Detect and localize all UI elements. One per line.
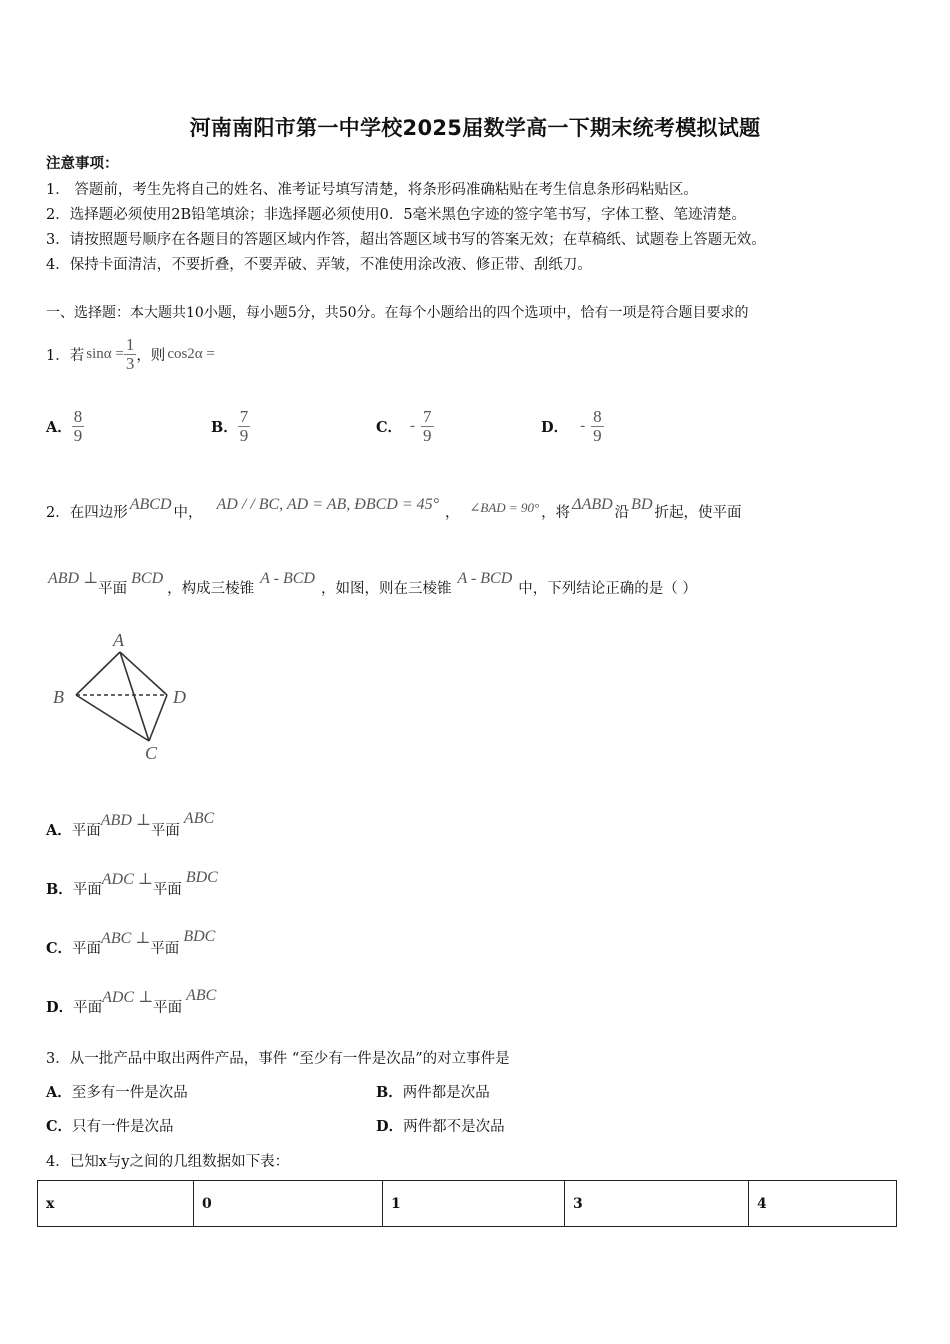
table-cell-4: 4 xyxy=(749,1181,897,1227)
q3-option-b[interactable] xyxy=(376,1081,490,1102)
edge-ab xyxy=(76,652,120,695)
notice-item-3: 3．请按照题号顺序在各题目的答题区域内作答，超出答题区域书写的答案无效；在草稿纸、试题卷上答题无效。 xyxy=(46,232,766,248)
q3-option-c[interactable] xyxy=(46,1115,174,1136)
q1-then: ，则 xyxy=(136,347,166,364)
q2-option-d-math-1: ADC ⊥ xyxy=(102,989,154,1006)
q2-option-c-math-1: ABC ⊥ xyxy=(101,930,151,947)
question-2-line-2 xyxy=(48,568,697,598)
q1-option-b-den: 9 xyxy=(239,425,249,445)
q3-option-a[interactable] xyxy=(46,1081,188,1102)
q2-option-c[interactable] xyxy=(46,928,215,958)
q2-text-e: 沿 xyxy=(614,505,630,521)
q3-option-c-label: C． xyxy=(46,1118,73,1135)
q1-number: 1．若 xyxy=(46,347,85,364)
q2-option-a[interactable] xyxy=(46,810,214,840)
tetrahedron-figure xyxy=(46,626,206,766)
q1-option-b-label: B． xyxy=(211,418,238,436)
q2-math-a-bcd-1: A - BCD xyxy=(260,570,315,587)
question-2-line-1 xyxy=(46,494,742,522)
q1-option-a-label: A． xyxy=(46,418,72,436)
q2-math-triangle: ΔABD xyxy=(572,496,613,513)
q2-option-c-math-2: BDC xyxy=(183,928,216,945)
q2-math-angle: ∠BAD = 90° xyxy=(469,500,540,515)
q2-text-pyramid: ，构成三棱锥 xyxy=(167,581,255,597)
notice-item-2: 2．选择题必须使用2B铅笔填涂；非选择题必须使用0．5毫米黑色字迹的签字笔书写，字体工整、笔迹清楚。 xyxy=(46,207,747,223)
q2-math-abcd: ABCD xyxy=(129,496,172,513)
q2-text-question: 中，下列结论正确的是（ ） xyxy=(518,581,697,597)
q2-text-a: 2．在四边形 xyxy=(46,505,128,521)
q1-option-b-frac xyxy=(238,408,251,445)
q2-math-a-bcd-2: A - BCD xyxy=(457,570,513,587)
q2-option-d-plane-2: 平面 xyxy=(153,1000,183,1016)
notice-item-1: 1． 答题前，考生先将自己的姓名、准考证号填写清楚，将条形码准确粘贴在考生信息条形码粘贴区。 xyxy=(46,182,698,198)
q3-option-b-text: 两件都是次品 xyxy=(402,1085,490,1101)
q2-math-conditions: AD / / BC, AD = AB, ÐBCD = 45° xyxy=(216,496,440,513)
q1-option-a-frac xyxy=(72,408,85,445)
q1-option-d-den: 9 xyxy=(593,425,602,445)
q1-option-d[interactable] xyxy=(541,408,604,445)
q1-frac-num: 1 xyxy=(125,335,135,354)
q3-option-b-label: B． xyxy=(376,1084,403,1101)
q2-math-bcd: BCD xyxy=(131,570,164,587)
q1-option-c-label: C． xyxy=(376,418,403,436)
table-cell-x: x xyxy=(38,1181,194,1227)
q2-option-a-plane-1: 平面 xyxy=(71,823,101,839)
q2-option-d[interactable] xyxy=(46,987,216,1017)
q1-option-c[interactable] xyxy=(376,408,434,445)
q1-option-a-num: 8 xyxy=(73,407,83,426)
q1-option-c-den: 9 xyxy=(423,425,432,445)
vertex-label-a: A xyxy=(113,630,124,650)
edge-dc xyxy=(149,695,167,741)
table-row xyxy=(38,1181,897,1227)
q2-option-b-math-1: ADC ⊥ xyxy=(101,871,153,888)
q3-option-d-label: D． xyxy=(376,1118,404,1135)
question-4-stem: 4．已知x与y之间的几组数据如下表： xyxy=(46,1154,290,1170)
page-title: 河南南阳市第一中学校2025届数学高一下期末统考模拟试题 xyxy=(189,116,761,140)
table-cell-1: 1 xyxy=(383,1181,565,1227)
q1-option-b[interactable] xyxy=(211,408,250,445)
q2-text-b: 中， xyxy=(173,505,203,521)
q2-math-bd: BD xyxy=(631,496,653,513)
q1-option-d-frac xyxy=(591,408,604,445)
notice-heading: 注意事项： xyxy=(46,155,119,172)
q2-text-c: ， xyxy=(445,505,460,521)
q2-option-a-label: A． xyxy=(46,822,72,839)
q1-option-a-den: 9 xyxy=(73,425,83,445)
q2-text-figure: ，如图，则在三棱锥 xyxy=(320,581,452,597)
vertex-label-b: B xyxy=(53,687,64,707)
section-heading: 一、选择题：本大题共10小题，每小题5分，共50分。在每个小题给出的四个选项中，恰有一项是符合题目要求的 xyxy=(46,305,749,321)
q1-option-c-frac xyxy=(421,408,434,445)
q1-option-d-num: 8 xyxy=(593,407,602,426)
question-1-stem xyxy=(46,336,215,373)
q3-option-d-text: 两件都不是次品 xyxy=(403,1119,505,1135)
q2-option-c-label: C． xyxy=(46,940,73,957)
edge-bc xyxy=(76,695,149,741)
q3-option-a-text: 至多有一件是次品 xyxy=(71,1085,188,1101)
notice-item-4: 4．保持卡面清洁，不要折叠，不要弄破、弄皱，不准使用涂改液、修正带、刮纸刀。 xyxy=(46,257,592,273)
q2-text-f: 折起，使平面 xyxy=(654,505,742,521)
q1-option-d-sign: - xyxy=(580,417,586,434)
q2-text-plane: 平面 xyxy=(98,581,128,597)
q2-option-b[interactable] xyxy=(46,869,218,899)
q1-sin-expr: sinα = xyxy=(86,345,124,362)
q2-option-a-math-2: ABC xyxy=(183,810,215,827)
data-table xyxy=(37,1180,897,1227)
q2-option-d-math-2: ABC xyxy=(186,987,217,1004)
q2-option-c-plane-2: 平面 xyxy=(150,941,180,957)
q2-option-b-math-2: BDC xyxy=(185,869,218,886)
q2-option-b-label: B． xyxy=(46,881,73,898)
q3-option-d[interactable] xyxy=(376,1115,505,1136)
q1-option-a[interactable] xyxy=(46,408,84,445)
q1-option-d-label: D． xyxy=(541,418,569,436)
table-cell-0: 0 xyxy=(194,1181,383,1227)
q2-option-d-label: D． xyxy=(46,999,74,1016)
q1-option-b-num: 7 xyxy=(239,407,249,426)
q1-option-c-sign: - xyxy=(410,417,416,434)
q1-cos-expr: cos2α = xyxy=(167,345,215,362)
q2-option-d-plane-1: 平面 xyxy=(73,1000,103,1016)
q3-option-c-text: 只有一件是次品 xyxy=(72,1119,174,1135)
q2-option-c-plane-1: 平面 xyxy=(72,941,102,957)
q2-option-b-plane-2: 平面 xyxy=(152,882,182,898)
q1-option-c-num: 7 xyxy=(423,407,432,426)
q2-math-abd-perp: ABD ⊥ xyxy=(48,570,99,587)
q2-option-a-math-1: ABD ⊥ xyxy=(100,812,151,829)
q1-frac-den: 3 xyxy=(125,353,135,373)
q2-text-d: ，将 xyxy=(541,505,571,521)
question-3-stem: 3．从一批产品中取出两件产品，事件 “至少有一件是次品”的对立事件是 xyxy=(46,1051,510,1067)
q1-fraction xyxy=(124,336,137,373)
q2-option-b-plane-1: 平面 xyxy=(72,882,102,898)
q3-option-a-label: A． xyxy=(46,1084,72,1101)
vertex-label-c: C xyxy=(145,743,158,763)
q2-option-a-plane-2: 平面 xyxy=(150,823,180,839)
vertex-label-d: D xyxy=(173,687,186,707)
table-cell-3: 3 xyxy=(565,1181,749,1227)
